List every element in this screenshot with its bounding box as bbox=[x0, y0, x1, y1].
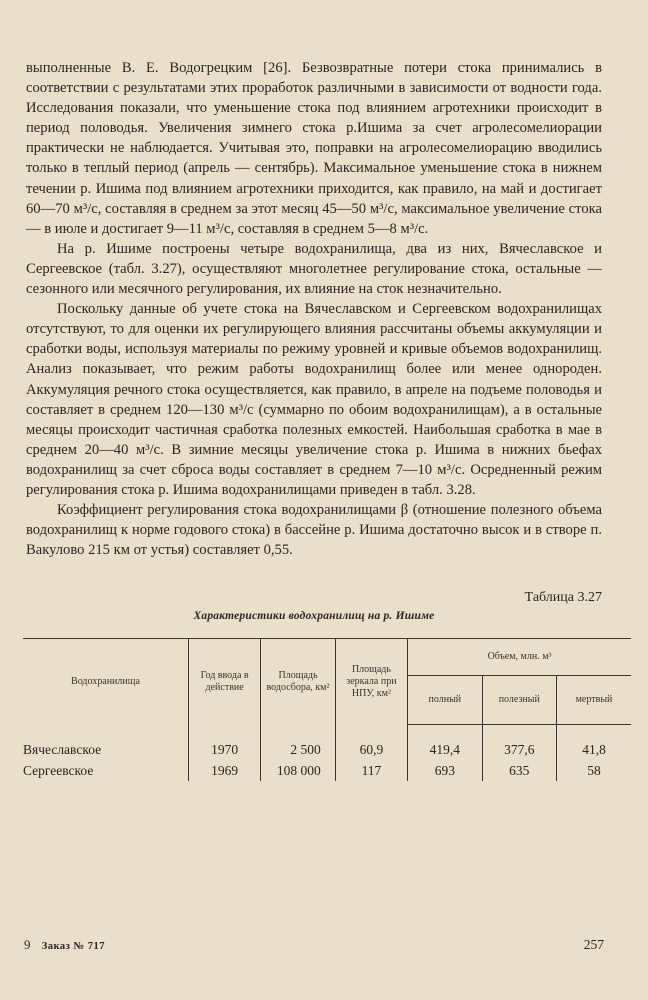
paragraph-4: Коэффициент регулирования стока водохранилищами β (отношение полезного объема водохранилищ к норме годового стока) в бассейне р. Ишима достаточно высок и в створе п. Вакулово 215 км от устья) составляет 0,55. bbox=[26, 502, 602, 559]
header-volume-full: полный bbox=[408, 676, 482, 725]
header-catchment: Площадь водосбора, км² bbox=[261, 639, 335, 725]
paragraph-2: На р. Ишиме построены четыре водохранилища, два из них, Вячеславское и Сергеевское (табл. 3.27), осуществляют многолетнее регулирование стока, остальные — сезонного или месячного регулирования, их влияние на сток незначительно. bbox=[26, 240, 602, 298]
paragraph-3: Поскольку данные об учете стока на Вячеславском и Сергеевском водохранилищах отсутствуют, то для оценки их регулирующего влияния рассчитаны объемы аккумуляции и сработки воды, используя материалы по режиму уровней и кривые объемов водохранилищ. Анализ показывает, что режим работы водохранилищ более или менее однороден. Аккумуляция речного стока осуществляется, как правило, в апреле на подъеме половодья и составляет в среднем 120—130 м³/с (суммарно по обоим водохранилищам), а в остальные месяцы происходит частичная сработка полезных емкостей. Наибольшая сработка в мае в среднем 20—40 м³/с. В зимние месяцы увеличение стока р. Ишима в нижних бьефах водохранилищ за счет сброса воды составляет в среднем 7—10 м³/с. Осредненный режим регулирования стока р. Ишима водохранилищами приведен в табл. 3.28. bbox=[26, 301, 602, 498]
cell-catchment: 2 500 bbox=[261, 725, 335, 761]
cell-dead: 41,8 bbox=[557, 725, 632, 761]
cell-full: 419,4 bbox=[408, 725, 482, 761]
cell-name: Сергеевское bbox=[23, 763, 94, 779]
header-volume-useful: полезный bbox=[482, 676, 556, 725]
signature-number: 9 bbox=[24, 937, 31, 952]
header-reservoir: Водохранилища bbox=[23, 639, 188, 725]
cell-surface: 117 bbox=[335, 760, 407, 781]
cell-useful: 635 bbox=[482, 760, 556, 781]
cell-year: 1969 bbox=[188, 760, 260, 781]
cell-full: 693 bbox=[408, 760, 482, 781]
table-row bbox=[23, 725, 631, 761]
reservoir-table bbox=[23, 638, 631, 781]
header-year: Год ввода в действие bbox=[188, 639, 260, 725]
table-row bbox=[23, 760, 631, 781]
header-volume-dead: мертвый bbox=[557, 676, 632, 725]
paragraph-1: выполненные В. Е. Водогрецким [26]. Безвозвратные потери стока принимались в соответствии с результатами этих проработок различными в зависимости от водности года. Исследования показали, что уменьшение стока под влиянием агротехники происходит в период половодья. Увеличения зимнего стока р.Ишима за счет агролесомелиорации практически не наблюдается. Учитывая это, поправки на агролесомелиорацию вводились только в теплый период (апрель — сентябрь). Максимальное уменьшение стока в нижнем течении р. Ишима под влиянием агротехники приходится, как правило, на май и достигает 60—70 м³/с, составляя в среднем за этот месяц 45—50 м³/с, максимальное увеличение стока — в июле и достигает 9—11 м³/с, составляя в среднем 5—8 м³/с. bbox=[26, 60, 602, 237]
table-title: Характеристики водохранилищ на р. Ишиме bbox=[193, 610, 435, 623]
cell-useful: 377,6 bbox=[482, 725, 556, 761]
cell-year: 1970 bbox=[188, 725, 260, 761]
cell-surface: 60,9 bbox=[335, 725, 407, 761]
order-number: Заказ № 717 bbox=[41, 941, 105, 952]
printer-signature bbox=[24, 937, 105, 953]
page-number: 257 bbox=[583, 937, 604, 952]
header-surface: Площадь зеркала при НПУ, км² bbox=[335, 639, 407, 725]
cell-catchment: 108 000 bbox=[261, 760, 335, 781]
cell-name: Вячеславское bbox=[23, 742, 102, 758]
page-body bbox=[23, 58, 613, 781]
header-volume-group: Объем, млн. м³ bbox=[408, 639, 631, 676]
table-number: Таблица 3.27 bbox=[524, 590, 602, 606]
cell-dead: 58 bbox=[557, 760, 632, 781]
